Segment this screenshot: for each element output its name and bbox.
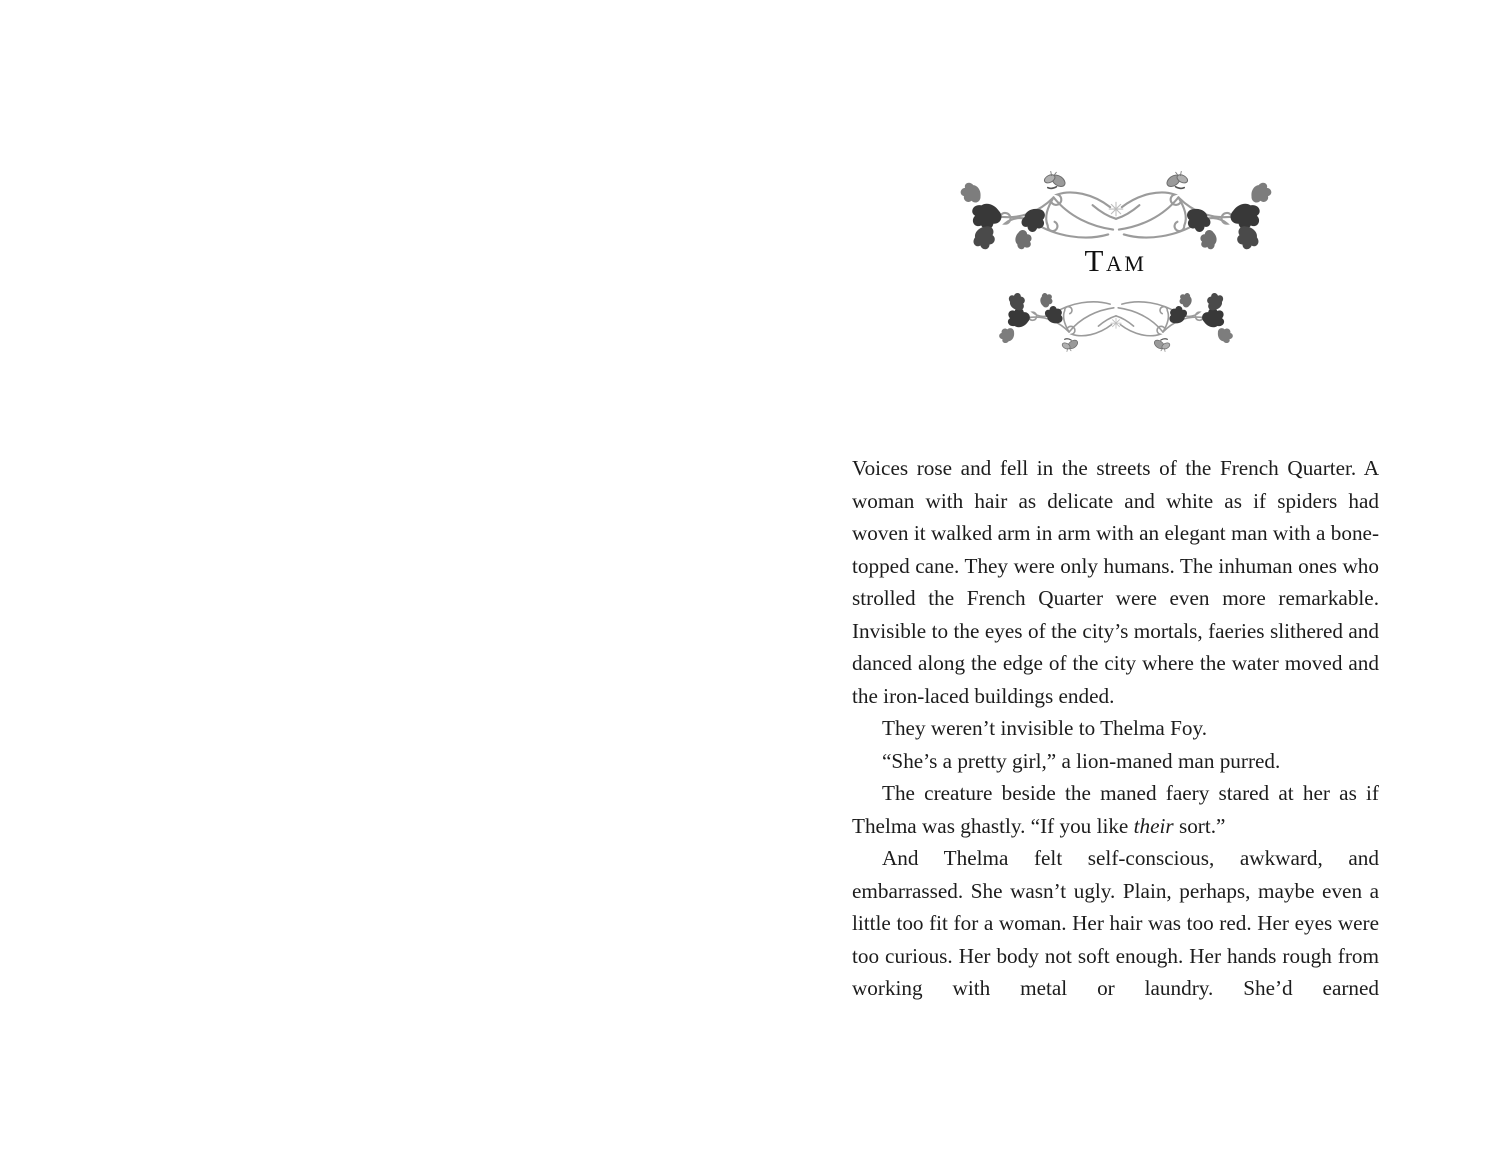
body-text [852,452,1379,1005]
paragraph-text: “She’s a pretty girl,” a lion-maned man purred. [882,748,1281,773]
paragraph [852,777,1379,842]
paragraph-text: And Thelma felt self-conscious, awkward, and embarrassed. She wasn’t ugly. Plain, perhaps, maybe even a little too fit for a woman. Her hair was too red. Her eyes were too curious. Her body not soft enough. Her hands rough from working with metal or laundry. She’d earned [852,846,1379,1000]
paragraph [852,452,1379,712]
paragraph-text: They weren’t invisible to Thelma Foy. [882,716,1208,740]
paragraph [852,745,1379,778]
paragraph-text: The creature beside the maned faery stared at her as if Thelma was ghastly. “If you like [852,781,1379,838]
paragraph-text: sort.” [1173,813,1226,838]
right-page [750,0,1500,1151]
chapter-title: Tam [1084,243,1147,278]
paragraph [852,712,1379,745]
paragraph [852,842,1379,1005]
ivy-flourish-flipped-icon [998,288,1234,354]
italic-text: their [1133,813,1174,838]
paragraph-text: Voices rose and fell in the streets of the French Quarter. A woman with hair as delicate and white as if spiders had woven it walked arm in arm with an elegant man with a bone-topped cane. They were only humans. The inhuman ones who strolled the French Quarter were even more remarkable. Invisible to the eyes of the city’s mortals, faeries slithered and danced along the edge of the city where the water moved and the iron-laced buildings ended. [852,456,1379,708]
chapter-ornament-bottom [852,288,1379,354]
